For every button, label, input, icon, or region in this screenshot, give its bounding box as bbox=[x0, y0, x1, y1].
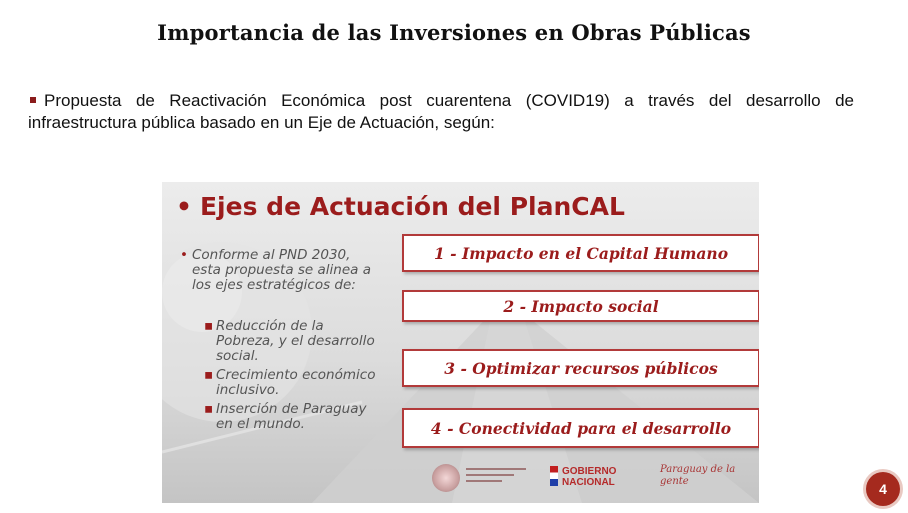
ministry-logo-caption bbox=[466, 468, 526, 490]
pnd-intro-item: • Conforme al PND 2030, esta propuesta se alinea a los ejes estratégicos de: bbox=[180, 248, 380, 293]
slide-title: Importancia de las Inversiones en Obras Públicas bbox=[157, 20, 751, 45]
heading-bullet-icon: • bbox=[176, 192, 192, 221]
paraguay-de-la-gente-logo: Paraguay de la gente bbox=[660, 464, 736, 487]
page-number-badge: 4 bbox=[866, 472, 900, 506]
flag-icon bbox=[550, 466, 558, 486]
pnd-alignment-list bbox=[180, 248, 380, 436]
axis-box-3: 3 - Optimizar recursos públicos bbox=[402, 349, 759, 387]
panel-heading bbox=[176, 192, 736, 221]
panel-heading-text: Ejes de Actuación del PlanCAL bbox=[199, 192, 625, 221]
square-bullet-icon bbox=[30, 97, 36, 103]
axis-box-1: 1 - Impacto en el Capital Humano bbox=[402, 234, 759, 272]
pnd-axis-item: ▪ Inserción de Paraguay en el mundo. bbox=[204, 402, 380, 432]
axis-box-4: 4 - Conectividad para el desarrollo bbox=[402, 408, 759, 448]
gobierno-nacional-logo: GOBIERNO NACIONAL bbox=[550, 466, 622, 488]
government-seal-logo bbox=[432, 464, 460, 492]
plancal-image-panel bbox=[162, 182, 759, 503]
axis-box-2: 2 - Impacto social bbox=[402, 290, 759, 322]
pnd-axis-item: ▪ Crecimiento económico inclusivo. bbox=[204, 368, 380, 398]
intro-paragraph bbox=[28, 90, 854, 134]
pnd-axis-item: ▪ Reducción de la Pobreza, y el desarrollo social. bbox=[204, 319, 380, 364]
logo-strip bbox=[432, 462, 752, 496]
intro-text: Propuesta de Reactivación Económica post cuarentena (COVID19) a través del desarrollo de infraestructura pública basado en un Eje de Actuación, según: bbox=[28, 91, 854, 132]
